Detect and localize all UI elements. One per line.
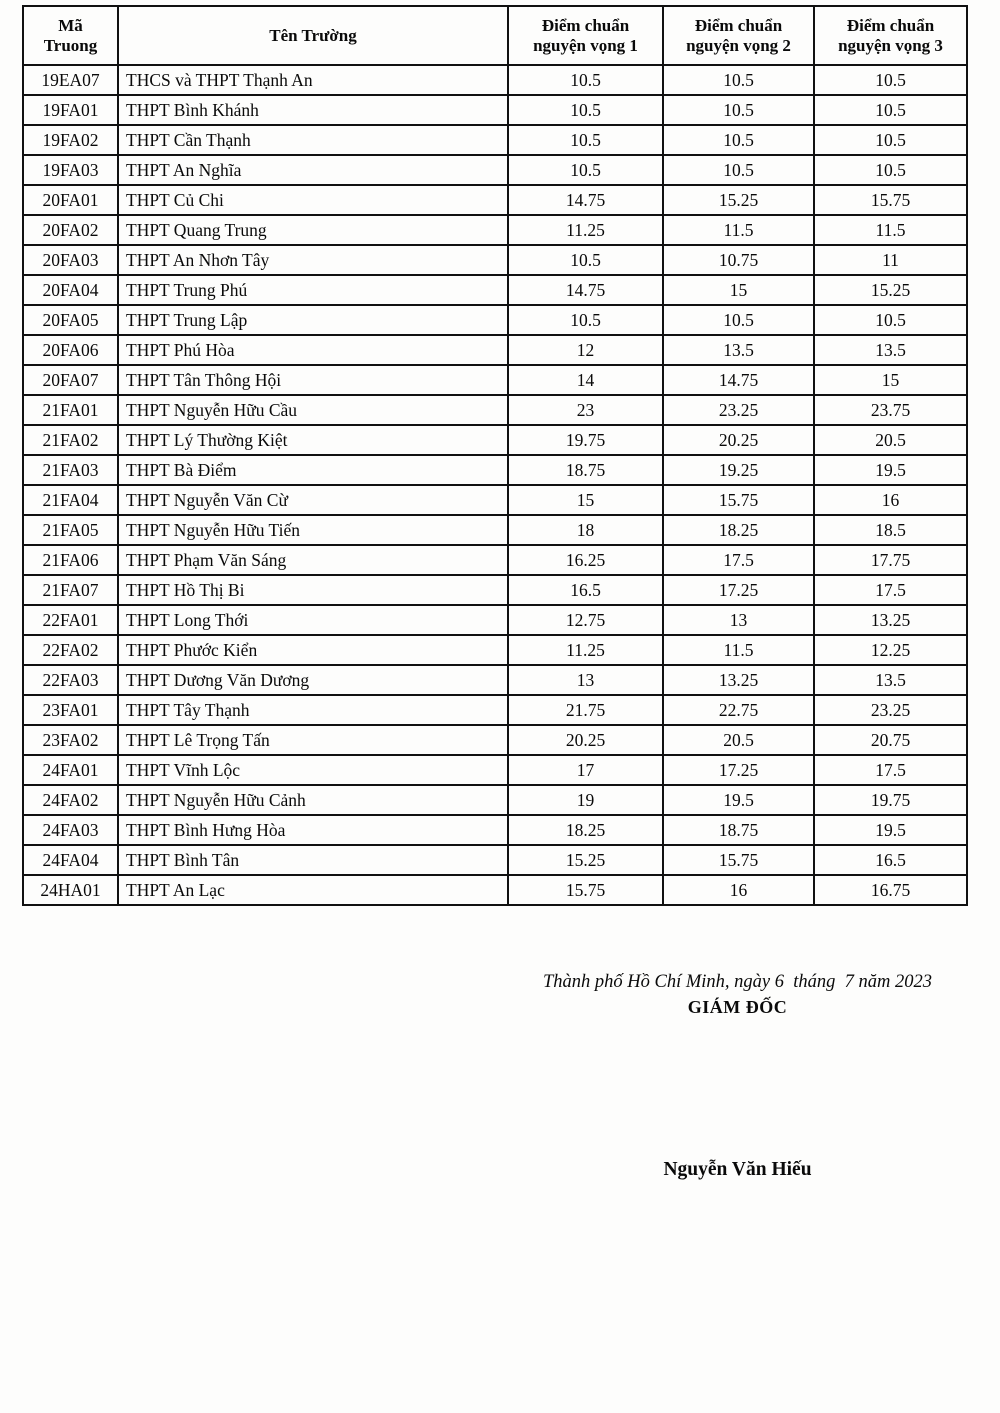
score-nv1-cell: 19.75 [508,425,663,455]
score-nv1-cell: 18 [508,515,663,545]
score-nv2-cell: 16 [663,875,814,905]
table-row [23,125,967,155]
school-name-cell: THPT Nguyễn Hữu Cảnh [118,785,508,815]
table-row [23,425,967,455]
signature-block [505,972,970,1181]
score-nv3-cell: 15 [814,365,967,395]
score-nv1-cell: 14.75 [508,275,663,305]
school-name-cell: THPT Bình Khánh [118,95,508,125]
table-body [23,65,967,905]
score-nv3-cell: 19.5 [814,815,967,845]
school-name-cell: THPT Hồ Thị Bi [118,575,508,605]
school-name-cell: THPT Bà Điểm [118,455,508,485]
score-nv3-cell: 16 [814,485,967,515]
school-code-cell: 20FA05 [23,305,118,335]
score-nv1-cell: 10.5 [508,125,663,155]
school-code-cell: 21FA05 [23,515,118,545]
school-name-cell: THPT Lý Thường Kiệt [118,425,508,455]
table-row [23,545,967,575]
school-name-cell: THPT Dương Văn Dương [118,665,508,695]
score-nv3-cell: 16.5 [814,845,967,875]
signer-name: Nguyễn Văn Hiếu [663,1159,812,1180]
director-title: GIÁM ĐỐC [687,997,788,1017]
school-code-cell: 19EA07 [23,65,118,95]
score-nv3-cell: 23.25 [814,695,967,725]
table-row [23,185,967,215]
score-nv3-cell: 11.5 [814,215,967,245]
school-name-cell: THPT Nguyễn Hữu Cầu [118,395,508,425]
score-nv2-cell: 10.5 [663,125,814,155]
score-nv2-cell: 14.75 [663,365,814,395]
school-code-cell: 20FA04 [23,275,118,305]
table-row [23,155,967,185]
score-nv3-cell: 19.75 [814,785,967,815]
school-name-cell: THPT Phú Hòa [118,335,508,365]
score-nv2-cell: 19.25 [663,455,814,485]
school-code-cell: 19FA03 [23,155,118,185]
score-nv1-cell: 14 [508,365,663,395]
school-name-cell: THPT Trung Phú [118,275,508,305]
col-header-score-nv3: Điểm chuẩn nguyện vọng 3 [814,6,967,65]
score-nv2-cell: 19.5 [663,785,814,815]
score-nv2-cell: 15.75 [663,485,814,515]
school-name-cell: THPT Vĩnh Lộc [118,755,508,785]
score-nv1-cell: 14.75 [508,185,663,215]
score-nv1-cell: 12.75 [508,605,663,635]
score-nv1-cell: 17 [508,755,663,785]
score-nv2-cell: 15 [663,275,814,305]
school-name-cell: THPT Nguyễn Hữu Tiến [118,515,508,545]
table-row [23,725,967,755]
school-code-cell: 20FA07 [23,365,118,395]
score-nv3-cell: 18.5 [814,515,967,545]
score-nv2-cell: 15.25 [663,185,814,215]
score-nv3-cell: 20.5 [814,425,967,455]
score-nv3-cell: 10.5 [814,155,967,185]
school-code-cell: 22FA02 [23,635,118,665]
score-nv1-cell: 21.75 [508,695,663,725]
table-row [23,95,967,125]
school-name-cell: THCS và THPT Thạnh An [118,65,508,95]
school-code-cell: 21FA07 [23,575,118,605]
score-nv3-cell: 10.5 [814,125,967,155]
score-nv1-cell: 15 [508,485,663,515]
table-row [23,635,967,665]
score-nv2-cell: 20.5 [663,725,814,755]
table-row [23,785,967,815]
score-nv2-cell: 17.5 [663,545,814,575]
table-header-row [23,6,967,65]
school-code-cell: 21FA06 [23,545,118,575]
score-nv3-cell: 15.75 [814,185,967,215]
col-header-score-nv1: Điểm chuẩn nguyện vọng 1 [508,6,663,65]
score-nv3-cell: 13.25 [814,605,967,635]
place-date-line: Thành phố Hồ Chí Minh, ngày 6 tháng 7 năm 2023 [542,972,932,992]
table-row [23,875,967,905]
score-nv3-cell: 17.5 [814,575,967,605]
score-nv1-cell: 16.5 [508,575,663,605]
table-row [23,65,967,95]
table-row [23,335,967,365]
school-name-cell: THPT Trung Lập [118,305,508,335]
score-nv1-cell: 11.25 [508,635,663,665]
school-code-cell: 22FA03 [23,665,118,695]
table-row [23,815,967,845]
school-name-cell: THPT Quang Trung [118,215,508,245]
table-row [23,245,967,275]
school-name-cell: THPT An Nghĩa [118,155,508,185]
school-code-cell: 24FA01 [23,755,118,785]
score-nv3-cell: 23.75 [814,395,967,425]
score-nv2-cell: 17.25 [663,575,814,605]
col-header-school-code: Mã Truong [23,6,118,65]
school-name-cell: THPT Bình Hưng Hòa [118,815,508,845]
table-row [23,395,967,425]
table-row [23,665,967,695]
score-nv2-cell: 11.5 [663,635,814,665]
score-nv2-cell: 11.5 [663,215,814,245]
table-row [23,695,967,725]
table-row [23,605,967,635]
school-code-cell: 20FA02 [23,215,118,245]
score-nv3-cell: 12.25 [814,635,967,665]
school-code-cell: 20FA03 [23,245,118,275]
school-code-cell: 24HA01 [23,875,118,905]
school-code-cell: 21FA03 [23,455,118,485]
table-row [23,215,967,245]
score-nv1-cell: 11.25 [508,215,663,245]
school-name-cell: THPT Nguyễn Văn Cừ [118,485,508,515]
score-nv2-cell: 15.75 [663,845,814,875]
score-nv3-cell: 10.5 [814,65,967,95]
school-code-cell: 20FA01 [23,185,118,215]
score-nv3-cell: 17.5 [814,755,967,785]
score-nv2-cell: 10.5 [663,65,814,95]
score-nv1-cell: 10.5 [508,305,663,335]
table-row [23,455,967,485]
score-nv3-cell: 10.5 [814,305,967,335]
table-header [23,6,967,65]
school-name-cell: THPT Bình Tân [118,845,508,875]
score-nv1-cell: 13 [508,665,663,695]
table-row [23,515,967,545]
score-nv2-cell: 10.5 [663,305,814,335]
school-code-cell: 24FA03 [23,815,118,845]
score-nv1-cell: 20.25 [508,725,663,755]
table-row [23,275,967,305]
school-name-cell: THPT Lê Trọng Tấn [118,725,508,755]
school-code-cell: 23FA01 [23,695,118,725]
score-nv2-cell: 10.5 [663,155,814,185]
table-row [23,755,967,785]
score-nv3-cell: 10.5 [814,95,967,125]
school-code-cell: 19FA02 [23,125,118,155]
school-code-cell: 24FA02 [23,785,118,815]
score-nv1-cell: 18.75 [508,455,663,485]
score-nv1-cell: 16.25 [508,545,663,575]
score-nv1-cell: 18.25 [508,815,663,845]
score-nv3-cell: 13.5 [814,665,967,695]
score-nv1-cell: 12 [508,335,663,365]
score-nv2-cell: 13.5 [663,335,814,365]
school-code-cell: 20FA06 [23,335,118,365]
score-nv3-cell: 19.5 [814,455,967,485]
score-nv1-cell: 10.5 [508,95,663,125]
score-nv2-cell: 17.25 [663,755,814,785]
school-name-cell: THPT An Lạc [118,875,508,905]
score-nv2-cell: 10.5 [663,95,814,125]
col-header-score-nv2: Điểm chuẩn nguyện vọng 2 [663,6,814,65]
score-nv2-cell: 23.25 [663,395,814,425]
school-code-cell: 21FA04 [23,485,118,515]
score-nv2-cell: 18.25 [663,515,814,545]
score-nv2-cell: 22.75 [663,695,814,725]
score-nv2-cell: 18.75 [663,815,814,845]
score-nv1-cell: 10.5 [508,65,663,95]
school-name-cell: THPT Long Thới [118,605,508,635]
score-nv2-cell: 20.25 [663,425,814,455]
school-code-cell: 23FA02 [23,725,118,755]
school-name-cell: THPT Tân Thông Hội [118,365,508,395]
col-header-school-name: Tên Trường [118,6,508,65]
score-nv3-cell: 17.75 [814,545,967,575]
school-code-cell: 24FA04 [23,845,118,875]
score-nv2-cell: 13 [663,605,814,635]
school-name-cell: THPT An Nhơn Tây [118,245,508,275]
score-nv1-cell: 23 [508,395,663,425]
school-name-cell: THPT Cần Thạnh [118,125,508,155]
score-nv1-cell: 10.5 [508,155,663,185]
school-code-cell: 21FA02 [23,425,118,455]
school-code-cell: 21FA01 [23,395,118,425]
table-row [23,305,967,335]
school-code-cell: 19FA01 [23,95,118,125]
table-row [23,845,967,875]
admission-scores-table [22,5,968,906]
score-nv1-cell: 10.5 [508,245,663,275]
score-nv2-cell: 10.75 [663,245,814,275]
score-nv3-cell: 13.5 [814,335,967,365]
school-name-cell: THPT Củ Chi [118,185,508,215]
score-nv3-cell: 15.25 [814,275,967,305]
score-nv1-cell: 15.75 [508,875,663,905]
score-nv3-cell: 11 [814,245,967,275]
score-nv3-cell: 16.75 [814,875,967,905]
school-name-cell: THPT Phước Kiển [118,635,508,665]
table-row [23,365,967,395]
school-code-cell: 22FA01 [23,605,118,635]
table-row [23,485,967,515]
score-nv1-cell: 15.25 [508,845,663,875]
school-name-cell: THPT Phạm Văn Sáng [118,545,508,575]
table-row [23,575,967,605]
score-nv2-cell: 13.25 [663,665,814,695]
score-nv3-cell: 20.75 [814,725,967,755]
school-name-cell: THPT Tây Thạnh [118,695,508,725]
score-nv1-cell: 19 [508,785,663,815]
